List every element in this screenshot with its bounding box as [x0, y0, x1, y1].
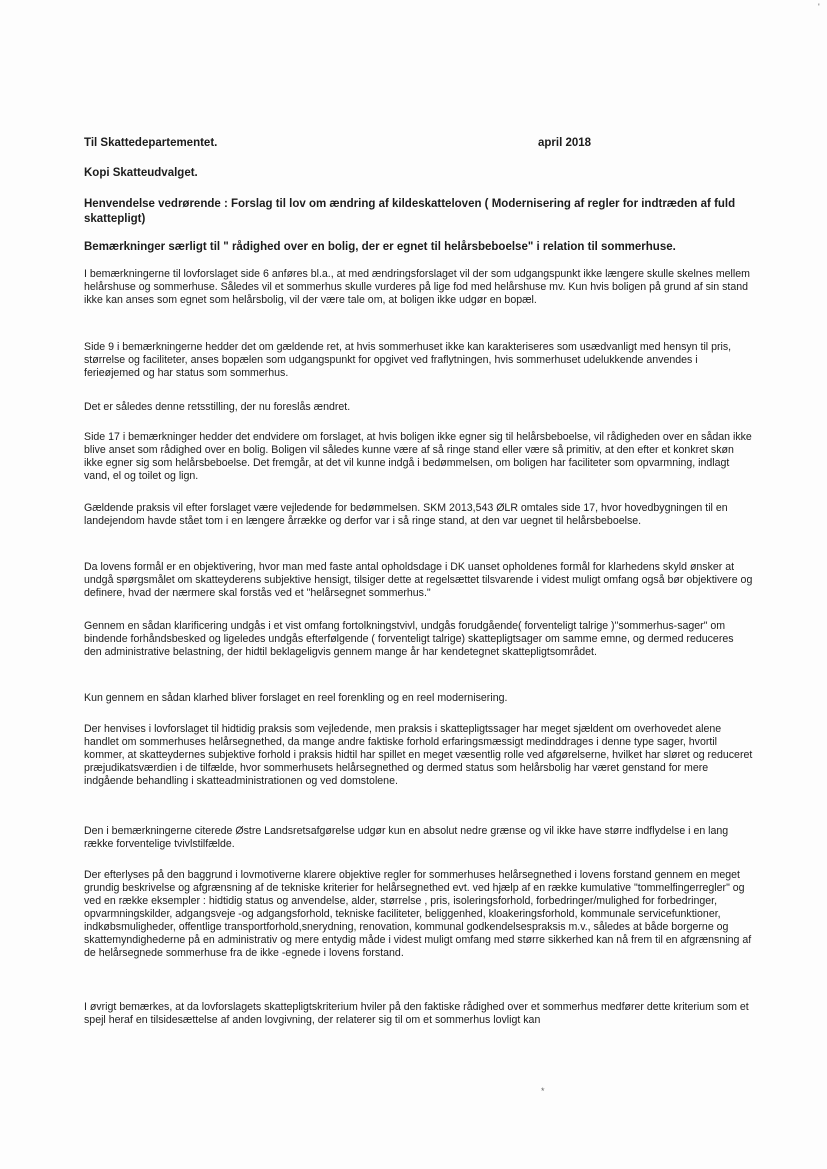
paragraph-3: Det er således denne retsstilling, der nu foreslås ændret. — [84, 401, 351, 413]
subject-heading: Henvendelse vedrørende : Forslag til lov om ændring af kildeskatteloven ( Modernisering af regler for indtræden af fuld skattepligt) — [84, 198, 736, 225]
paragraph-12: I øvrigt bemærkes, at da lovforslagets skattepligtskriterium hviler på den faktiske rådighed over et sommerhus medfører dette kriterium som et spejl heraf en tilsidesættelse af anden lovgivning, der relaterer sig til om et sommerhus lovligt kan — [84, 1001, 749, 1026]
paragraph-7: Gennem en sådan klarificering undgås i et vist omfang fortolkningstvivl, undgås forudgående( forventeligt talrige )"sommerhus-sager" om bindende forhåndsbesked og ligeledes undgås efterfølgende ( forventeligt talrige) skattepligtsager om samme emne, og dermed reduceres den administrative belastning, der hidtil beklageligvis gennem mange år har kendetegnet skattepligtsområdet. — [84, 620, 734, 658]
paragraph-6: Da lovens formål er en objektivering, hvor man med faste antal opholdsdage i DK uanset opholdenes formål for klarhedens skyld ønsker at undgå spørgsmålet om skatteyderens subjektive hensigt, tilsiger dette at regelsættet tilsvarende i videst muligt omfang også bør objektivere og definere, hvad der nærmere skal forstås ved et "helårsegnet sommerhus." — [84, 561, 753, 599]
paragraph-5: Gældende praksis vil efter forslaget være vejledende for bedømmelsen. SKM 2013,543 ØLR omtales side 17, hvor hovedbygningen til en landejendom havde stået tom i en længere årrække og derfor var i så ringe stand, at den var uegnet til helårsbeboelse. — [84, 502, 728, 527]
letter-date: april 2018 — [538, 137, 592, 149]
scan-edge-mark: ' — [818, 2, 820, 12]
paragraph-1: I bemærkningerne til lovforslaget side 6 anføres bl.a., at med ændringsforslaget vil der som udgangspunkt ikke længere skulle skelnes mellem helårshuse og sommerhuse. Således vil et sommerhus skulle vurderes på lige fod med helårshuse mv. Kun hvis boligen på grund af sin stand ikke kan anses som egnet som helårsbolig, vil der være tale om, at boligen ikke udgør en bopæl. — [84, 268, 750, 306]
remarks-heading: Bemærkninger særligt til " rådighed over en bolig, der er egnet til helårsbeboelse" i relation til sommerhuse. — [84, 241, 676, 253]
scan-bottom-mark: * — [541, 1086, 545, 1096]
paragraph-4: Side 17 i bemærkninger hedder det endvidere om forslaget, at hvis boligen ikke egner sig til helårsbeboelse, vil rådigheden over en sådan ikke blive anset som rådighed over en bolig. Boligen vil således kunne være af så ringe stand eller være så primitiv, at den efter et konkret skøn ikke egner sig som helårsbeboelse. Det fremgår, at det vil kunne indgå i bedømmelsen, om boligen har faciliteter som opvarmning, indlagt vand, el og toilet og lign. — [84, 431, 752, 482]
paragraph-11: Der efterlyses på den baggrund i lovmotiverne klarere objektive regler for sommerhuses helårsegnethed i lovens forstand gennem en meget grundig beskrivelse og afgrænsning af de tekniske kriterier for helårsegnethed evt. ved hjælp af en række kumulative "tommelfingerregler" og ved en række eksempler : hidtidig status og anvendelse, alder, størrelse , pris, isoleringsforhold, forbedringer/mulighed for forbedringer, opvarmningskilder, adgangsveje -og adgangsforhold, tekniske faciliteter, beliggenhed, kloakeringsforhold, kommunale servicefunktioner, indkøbsmuligheder, offentlige transportforhold,snerydning, renovation, kommunal godkendelsespraksis m.v., således at både borgerne og skattemyndighederne på en administrativ og mere entydig måde i videst muligt omfang med større sikkerhed kan nå frem til en afgrænsning af de helårsegnede sommerhuse fra de ikke -egnede i lovens forstand. — [84, 869, 752, 959]
copy-recipient: Kopi Skatteudvalget. — [84, 167, 198, 179]
letter-header — [84, 137, 684, 153]
addressee: Til Skattedepartementet. — [84, 137, 218, 149]
paragraph-8: Kun gennem en sådan klarhed bliver forslaget en reel forenkling og en reel modernisering. — [84, 692, 508, 704]
paragraph-10: Den i bemærkningerne citerede Østre Landsretsafgørelse udgør kun en absolut nedre grænse og vil ikke have større indflydelse i en lang række forventelige tvivlstilfælde. — [84, 825, 729, 850]
paragraph-2: Side 9 i bemærkningerne hedder det om gældende ret, at hvis sommerhuset ikke kan karakteriseres som usædvanligt med hensyn til pris, størrelse og faciliteter, anses bopælen som udgangspunkt for opgivet ved fraflytningen, hvis sommerhuset udelukkende anvendes i ferieøjemed og har status som sommerhus. — [84, 341, 732, 379]
paragraph-9: Der henvises i lovforslaget til hidtidig praksis som vejledende, men praksis i skattepligtssager har meget sjældent om overhovedet alene handlet om sommerhuses helårsegnethed, da mange andre faktiske forhold erfaringsmæssigt medinddrages i denne type sager, hvortil kommer, at skatteydernes subjektive forhold i praksis hidtil har spillet en meget væsentlig rolle ved afgørelserne, hvilket har sløret og reduceret præjudikatsværdien i de tilfælde, hvor sommerhusets helårsegnethed og dermed status som helårsbolig har været genstand for mere indgående behandling i skatteadministrationen og ved domstolene. — [84, 723, 753, 787]
